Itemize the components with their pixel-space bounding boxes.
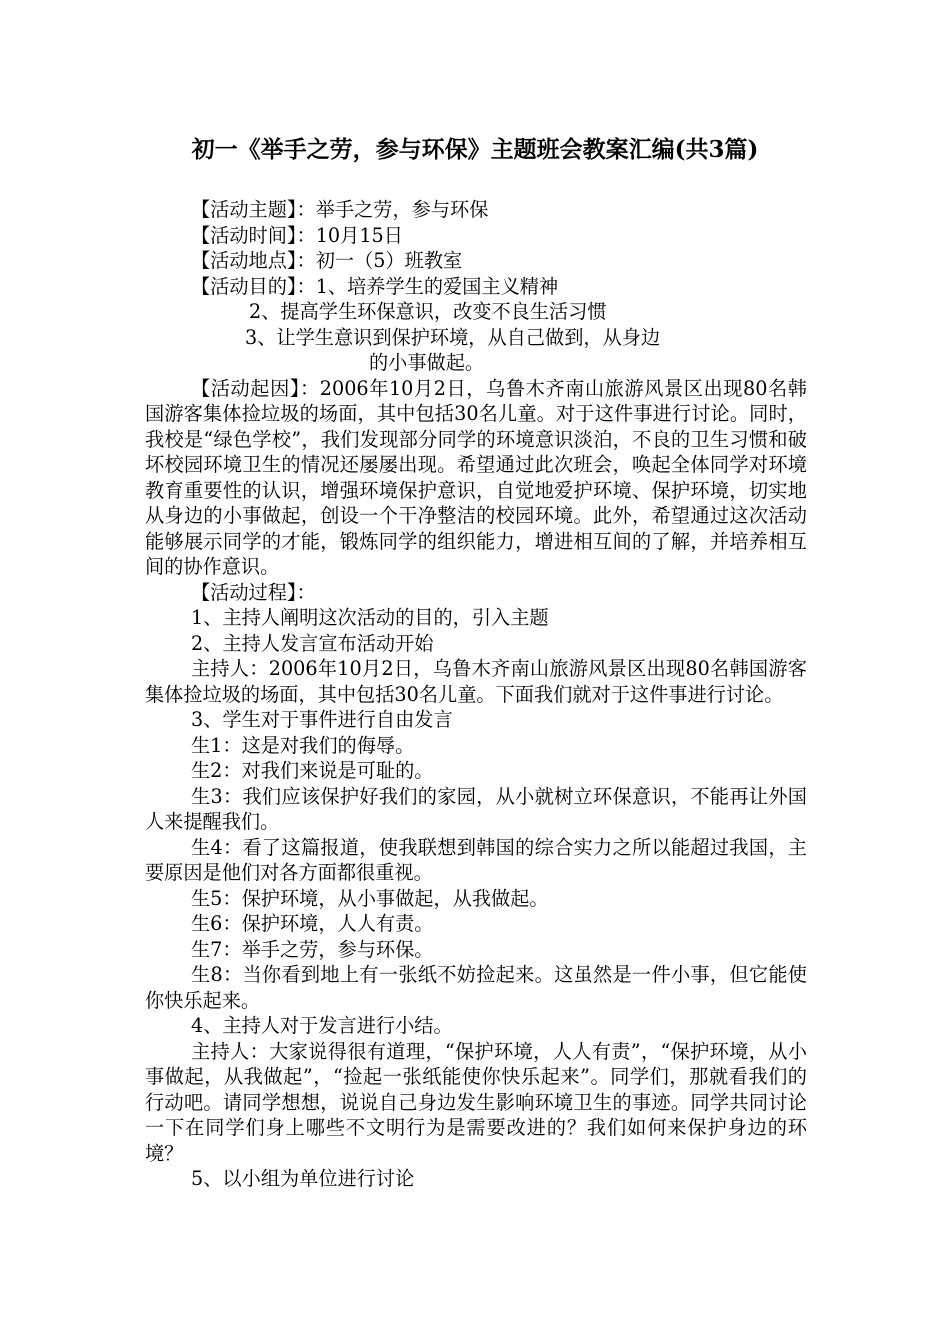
student-7-speech: 生7：举手之劳，参与环保。	[191, 937, 434, 961]
student-5-speech: 生5：保护环境，从小事做起，从我做起。	[191, 886, 549, 910]
document-body	[145, 197, 807, 1192]
activity-location: 【活动地点】：初一（5）班教室	[191, 249, 463, 272]
student-3-speech: 生3：我们应该保护好我们的家园，从小就树立环保意识，不能再让外国人来提醒我们。	[145, 784, 807, 833]
activity-goal-3-continued: 的小事做起。	[369, 351, 485, 374]
activity-time: 【活动时间】：10月15日	[191, 223, 403, 247]
process-heading: 【活动过程】：	[191, 580, 316, 604]
activity-goal-2: 2、提高学生环保意识，改变不良生活习惯	[249, 300, 607, 323]
process-step-3: 3、学生对于事件进行自由发言	[191, 708, 453, 731]
student-6-speech: 生6：保护环境，人人有责。	[191, 912, 434, 935]
student-8-speech: 生8：当你看到地上有一张纸不妨捡起来。这虽然是一件小事，但它能使你快乐起来。	[145, 963, 807, 1012]
student-1-speech: 生1：这是对我们的侮辱。	[191, 733, 415, 757]
document-title: 初一《举手之劳，参与环保》主题班会教案汇编(共3篇)	[191, 136, 759, 163]
activity-goal-1: 【活动目的】：1、培养学生的爱国主义精神	[191, 274, 559, 298]
host-speech-1: 主持人：2006年10月2日，乌鲁木齐南山旅游风景区出现80名韩国游客集体捡垃圾的场面，其中包括30名儿童。下面我们就对于这件事进行讨论。	[145, 657, 807, 706]
activity-cause-paragraph: 【活动起因】：2006年10月2日，乌鲁木齐南山旅游风景区出现80名韩国游客集体捡垃圾的场面，其中包括30名儿童。对于这件事进行讨论。同时，我校是“绿色学校”，我们发现部分同学的环境意识淡泊，不良的卫生习惯和破坏校园环境卫生的情况还屡屡出现。希望通过此次班会，唤起全体同学对环境教育重要性的认识，增强环境保护意识，自觉地爱护环境、保护环境，切实地从身边的小事做起，创设一个干净整洁的校园环境。此外，希望通过这次活动能够展示同学的才能，锻炼同学的组织能力，增进相互间的了解，并培养相互间的协作意识。	[145, 376, 807, 578]
process-step-4: 4、主持人对于发言进行小结。	[191, 1014, 453, 1037]
process-step-5: 5、以小组为单位进行讨论	[191, 1167, 415, 1190]
student-4-speech: 生4：看了这篇报道，使我联想到韩国的综合实力之所以能超过我国，主要原因是他们对各方面都很重视。	[145, 835, 807, 884]
host-speech-2: 主持人：大家说得很有道理，“保护环境，人人有责”，“保护环境，从小事做起，从我做起”，“捡起一张纸能使你快乐起来”。同学们，那就看我们的行动吧。请同学想想，说说自己身边发生影响环境卫生的事迹。同学共同讨论一下在同学们身上哪些不文明行为是需要改进的？我们如何来保护身边的环境？	[145, 1039, 807, 1165]
student-2-speech: 生2：对我们来说是可耻的。	[191, 759, 434, 782]
activity-goal-3: 3、让学生意识到保护环境，从自己做到，从身边	[245, 325, 661, 349]
activity-theme: 【活动主题】：举手之劳，参与环保	[191, 198, 489, 221]
process-step-2: 2、主持人发言宣布活动开始	[191, 631, 434, 655]
process-step-1: 1、主持人阐明这次活动的目的，引入主题	[191, 606, 549, 629]
